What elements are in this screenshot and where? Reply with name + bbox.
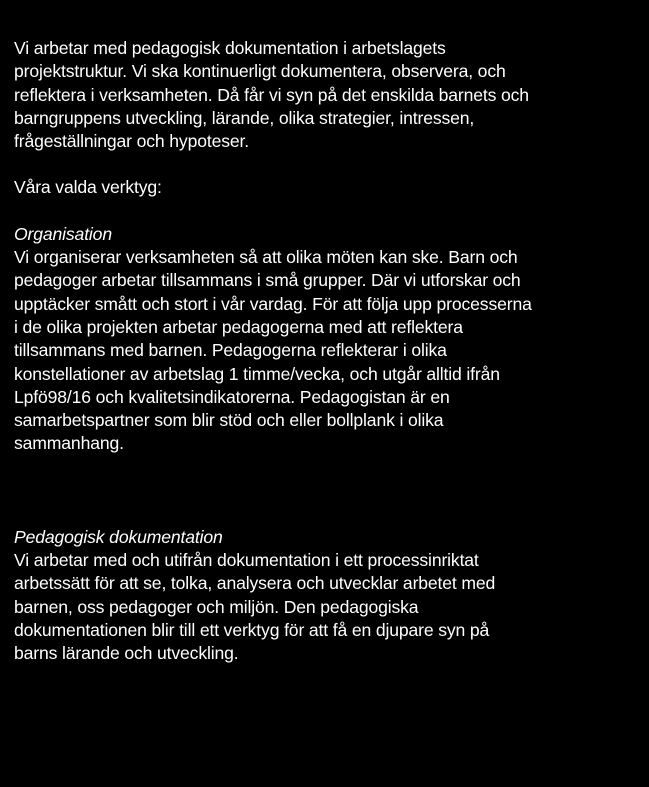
dokumentation-section	[14, 526, 639, 666]
organisation-line: Vi organiserar verksamheten så att olika möten kan ske. Barn och	[14, 247, 518, 268]
dokumentation-line: Vi arbetar med och utifrån dokumentation i ett processinriktat	[14, 550, 479, 571]
organisation-section	[14, 223, 639, 456]
intro-paragraph	[14, 37, 639, 153]
spacer	[14, 456, 639, 526]
organisation-line: i de olika projekten arbetar pedagogerna med att reflektera	[14, 316, 463, 337]
dokumentation-line: barns lärande och utveckling.	[14, 643, 239, 664]
intro-line: barngruppens utveckling, lärande, olika strategier, intressen,	[14, 107, 475, 128]
organisation-line: samarbetspartner som blir stöd och eller bollplank i olika	[14, 410, 444, 431]
dokumentation-line: barnen, oss pedagoger och miljön. Den pedagogiska	[14, 596, 419, 617]
organisation-line: pedagoger arbetar tillsammans i små grupper. Där vi utforskar och	[14, 270, 521, 291]
intro-line: projektstruktur. Vi ska kontinuerligt dokumentera, observera, och	[14, 61, 506, 82]
document-body	[14, 37, 639, 666]
intro-line: frågeställningar och hypoteser.	[14, 131, 249, 152]
organisation-line: tillsammans med barnen. Pedagogerna reflekterar i olika	[14, 340, 447, 361]
dokumentation-line: dokumentationen blir till ett verktyg för att få en djupare syn på	[14, 619, 490, 640]
organisation-line: Lpfö98/16 och kvalitetsindikatorerna. Pedagogistan är en	[14, 386, 450, 407]
organisation-line: sammanhang.	[14, 433, 124, 454]
intro-line: reflektera i verksamheten. Då får vi syn på det enskilda barnets och	[14, 84, 529, 105]
dokumentation-heading: Pedagogisk dokumentation	[14, 526, 223, 547]
organisation-heading: Organisation	[14, 223, 112, 244]
spacer	[14, 153, 639, 176]
organisation-line: konstellationer av arbetslag 1 timme/vecka, och utgår alltid ifrån	[14, 363, 500, 384]
organisation-line: upptäcker smått och stort i vår vardag. För att följa upp processerna	[14, 293, 532, 314]
tools-label: Våra valda verktyg:	[14, 177, 162, 198]
dokumentation-line: arbetssätt för att se, tolka, analysera och utvecklar arbetet med	[14, 573, 496, 594]
intro-line: Vi arbetar med pedagogisk dokumentation i arbetslagets	[14, 38, 446, 58]
spacer	[14, 200, 639, 223]
